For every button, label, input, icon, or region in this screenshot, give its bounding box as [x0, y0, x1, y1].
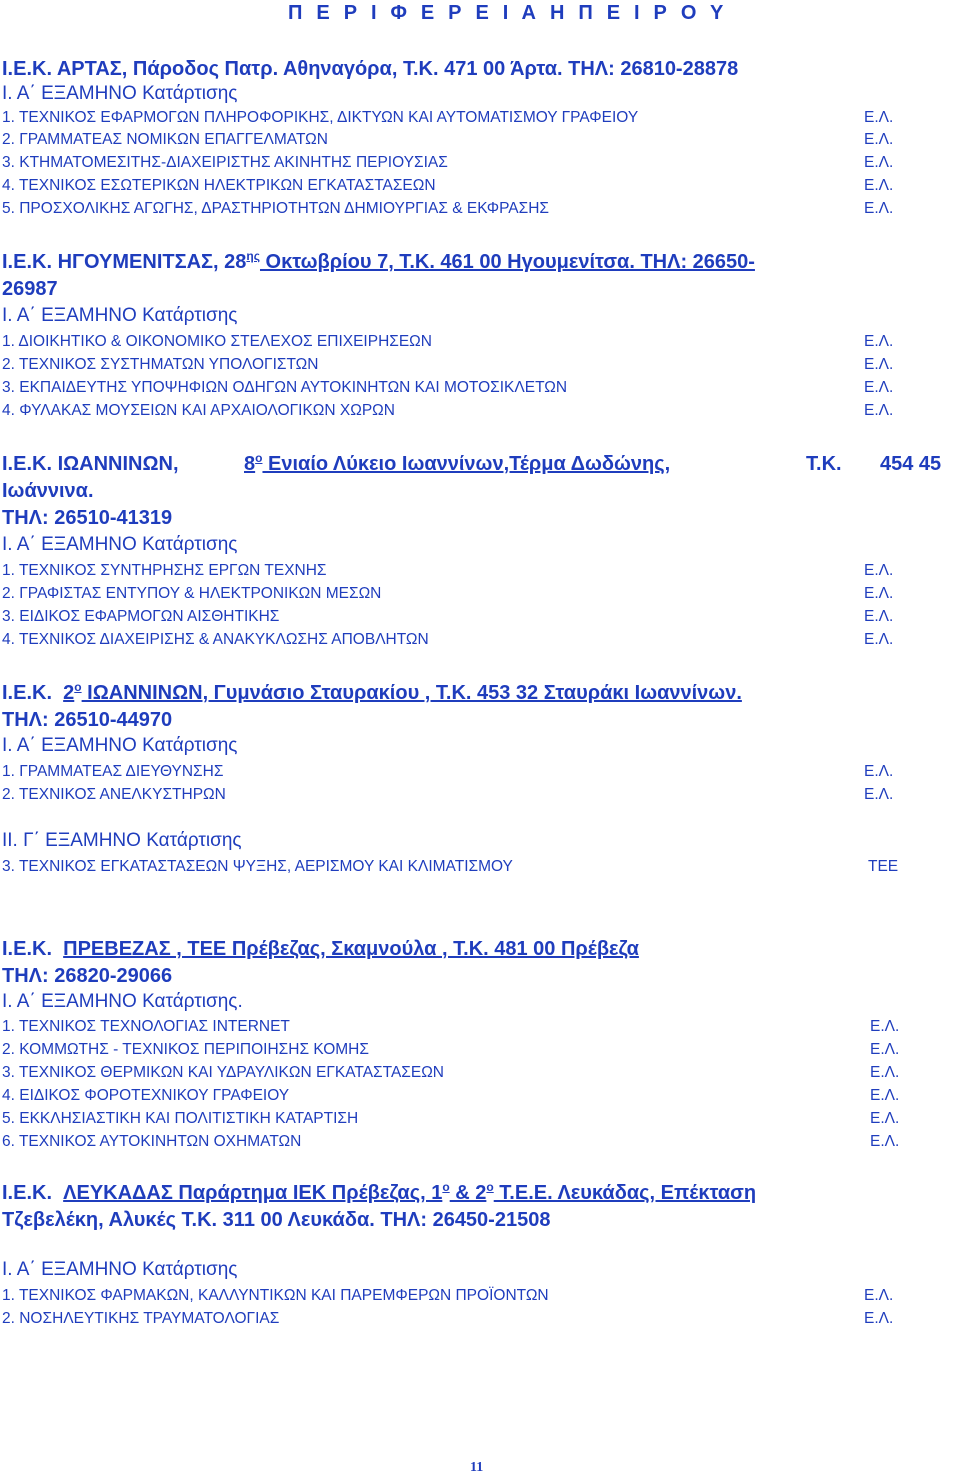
list-item: 4. ΦΥΛΑΚΑΣ ΜΟΥΣΕΙΩΝ ΚΑΙ ΑΡΧΑΙΟΛΟΓΙΚΩΝ ΧΩΡΩΝ — [2, 402, 395, 419]
semester-heading: Ι. Α΄ ΕΞΑΜΗΝΟ Κατάρτισης — [2, 305, 238, 326]
list-item: 1. ΤΕΧΝΙΚΟΣ ΤΕΧΝΟΛΟΓΙΑΣ INTERNET — [2, 1018, 290, 1035]
list-item: 2. ΚΟΜΜΩΤΗΣ - ΤΕΧΝΙΚΟΣ ΠΕΡΙΠΟΙΗΣΗΣ ΚΟΜΗΣ — [2, 1041, 369, 1058]
list-item-tag: Ε.Λ. — [864, 608, 894, 625]
school-header-igoumenitsa-cont: 26987 — [2, 278, 58, 300]
school-header-ioannina: Ι.Ε.Κ. ΙΩΑΝΝΙΝΩΝ, — [2, 453, 179, 475]
header-superscript: ο — [442, 1180, 450, 1194]
list-item: 3. ΤΕΧΝΙΚΟΣ ΘΕΡΜΙΚΩΝ ΚΑΙ ΥΔΡΑΥΛΙΚΩΝ ΕΓΚΑΤΑΣΤΑΣΕΩΝ — [2, 1064, 444, 1081]
list-item-tag: Ε.Λ. — [870, 1041, 900, 1058]
list-item-tag: ΤΕΕ — [868, 858, 899, 875]
list-item-tag: Ε.Λ. — [864, 109, 894, 126]
header-part: ΛΕΥΚΑΔΑΣ Παράρτημα ΙΕΚ Πρέβεζας, 1 — [63, 1182, 443, 1204]
list-item-tag: Ε.Λ. — [864, 177, 894, 194]
list-item: 2. ΤΕΧΝΙΚΟΣ ΑΝΕΛΚΥΣΤΗΡΩΝ — [2, 786, 226, 803]
list-item-tag: Ε.Λ. — [864, 763, 894, 780]
header-part: 2 — [63, 682, 75, 704]
list-item: 1. ΔΙΟΙΚΗΤΙΚΟ & ΟΙΚΟΝΟΜΙΚΟ ΣΤΕΛΕΧΟΣ ΕΠΙΧΕΙΡΗΣΕΩΝ — [2, 333, 432, 350]
list-item: 2. ΓΡΑΦΙΣΤΑΣ ΕΝΤΥΠΟΥ & ΗΛΕΚΤΡΟΝΙΚΩΝ ΜΕΣΩΝ — [2, 585, 382, 602]
list-item: 1. ΤΕΧΝΙΚΟΣ ΕΦΑΡΜΟΓΩΝ ΠΛΗΡΟΦΟΡΙΚΗΣ, ΔΙΚΤΥΩΝ ΚΑΙ ΑΥΤΟΜΑΤΙΣΜΟΥ ΓΡΑΦΕΙΟΥ — [2, 109, 639, 126]
header-part: Τ.Ε.Ε. Λευκάδας, Επέκταση — [493, 1182, 757, 1204]
list-item: 2. ΝΟΣΗΛΕΥΤΙΚΗΣ ΤΡΑΥΜΑΤΟΛΟΓΙΑΣ — [2, 1310, 280, 1327]
list-item: 5. ΠΡΟΣΧΟΛΙΚΗΣ ΑΓΩΓΗΣ, ΔΡΑΣΤΗΡΙΟΤΗΤΩΝ ΔΗΜΙΟΥΡΓΙΑΣ & ΕΚΦΡΑΣΗΣ — [2, 200, 549, 217]
page-title: Π Ε Ρ Ι Φ Ε Ρ Ε Ι Α Η Π Ε Ι Ρ Ο Υ — [288, 2, 728, 24]
list-item-tag: Ε.Λ. — [864, 631, 894, 648]
header-superscript: ο — [255, 451, 263, 465]
school-phone: ΤΗΛ: 26510-44970 — [2, 709, 173, 731]
school-header-lefkada — [2, 1181, 756, 1205]
header-superscript: ο — [486, 1180, 494, 1194]
list-item-tag: Ε.Λ. — [870, 1018, 900, 1035]
school-phone: ΤΗΛ: 26820-29066 — [2, 965, 173, 987]
list-item: 1. ΓΡΑΜΜΑΤΕΑΣ ΔΙΕΥΘΥΝΣΗΣ — [2, 763, 224, 780]
page-number: 11 — [470, 1460, 484, 1475]
list-item: 5. ΕΚΚΛΗΣΙΑΣΤΙΚΗ ΚΑΙ ΠΟΛΙΤΙΣΤΙΚΗ ΚΑΤΑΡΤΙΣΗ — [2, 1110, 359, 1127]
list-item: 3. ΚΤΗΜΑΤΟΜΕΣΙΤΗΣ-ΔΙΑΧΕΙΡΙΣΤΗΣ ΑΚΙΝΗΤΗΣ ΠΕΡΙΟΥΣΙΑΣ — [2, 154, 448, 171]
school-header-ioannina-postcode: 454 45 — [880, 453, 942, 475]
list-item-tag: Ε.Λ. — [870, 1133, 900, 1150]
list-item: 1. ΤΕΧΝΙΚΟΣ ΣΥΝΤΗΡΗΣΗΣ ΕΡΓΩΝ ΤΕΧΝΗΣ — [2, 562, 327, 579]
list-item-tag: Ε.Λ. — [864, 333, 894, 350]
school-header-ioannina-2 — [2, 681, 742, 705]
list-item: 1. ΤΕΧΝΙΚΟΣ ΦΑΡΜΑΚΩΝ, ΚΑΛΛΥΝΤΙΚΩΝ ΚΑΙ ΠΑΡΕΜΦΕΡΩΝ ΠΡΟΪΟΝΤΩΝ — [2, 1287, 549, 1304]
list-item-tag: Ε.Λ. — [864, 402, 894, 419]
list-item-tag: Ε.Λ. — [870, 1064, 900, 1081]
school-header-arta: Ι.Ε.Κ. ΑΡΤΑΣ, Πάροδος Πατρ. Αθηναγόρα, Τ.Κ. 471 00 Άρτα. ΤΗΛ: 26810-28878 — [2, 58, 739, 80]
list-item-tag: Ε.Λ. — [864, 786, 894, 803]
list-item-tag: Ε.Λ. — [864, 585, 894, 602]
semester-heading: Ι. Α΄ ΕΞΑΜΗΝΟ Κατάρτισης — [2, 735, 238, 756]
school-header-ioannina-tk: Τ.Κ. — [806, 453, 842, 475]
header-part: Ι.Ε.Κ. — [2, 938, 53, 960]
list-item: 3. ΕΚΠΑΙΔΕΥΤΗΣ ΥΠΟΨΗΦΙΩΝ ΟΔΗΓΩΝ ΑΥΤΟΚΙΝΗΤΩΝ ΚΑΙ ΜΟΤΟΣΙΚΛΕΤΩΝ — [2, 379, 568, 396]
header-part: ΙΩΑΝΝΙΝΩΝ, Γυμνάσιο Σταυρακίου , Τ.Κ. 453 32 Σταυράκι Ιωαννίνων. — [81, 682, 742, 704]
list-item: 2. ΓΡΑΜΜΑΤΕΑΣ ΝΟΜΙΚΩΝ ΕΠΑΓΓΕΛΜΑΤΩΝ — [2, 131, 328, 148]
list-item-tag: Ε.Λ. — [864, 356, 894, 373]
header-part: Ι.Ε.Κ. — [2, 1182, 53, 1204]
header-superscript: ο — [74, 680, 82, 694]
list-item: 3. ΤΕΧΝΙΚΟΣ ΕΓΚΑΤΑΣΤΑΣΕΩΝ ΨΥΞΗΣ, ΑΕΡΙΣΜΟΥ ΚΑΙ ΚΛΙΜΑΤΙΣΜΟΥ — [2, 858, 513, 875]
school-header-lefkada-cont: Τζεβελέκη, Αλυκές Τ.Κ. 311 00 Λευκάδα. ΤΗΛ: 26450-21508 — [2, 1209, 551, 1231]
header-part: 8 — [244, 453, 256, 475]
school-phone: ΤΗΛ: 26510-41319 — [2, 507, 173, 529]
list-item-tag: Ε.Λ. — [870, 1110, 900, 1127]
list-item-tag: Ε.Λ. — [864, 154, 894, 171]
list-item-tag: Ε.Λ. — [864, 1310, 894, 1327]
list-item: 2. ΤΕΧΝΙΚΟΣ ΣΥΣΤΗΜΑΤΩΝ ΥΠΟΛΟΓΙΣΤΩΝ — [2, 356, 319, 373]
list-item-tag: Ε.Λ. — [864, 562, 894, 579]
list-item-tag: Ε.Λ. — [870, 1087, 900, 1104]
list-item: 4. ΕΙΔΙΚΟΣ ΦΟΡΟΤΕΧΝΙΚΟΥ ΓΡΑΦΕΙΟΥ — [2, 1087, 290, 1104]
list-item-tag: Ε.Λ. — [864, 1287, 894, 1304]
list-item-tag: Ε.Λ. — [864, 200, 894, 217]
semester-heading: Ι. Α΄ ΕΞΑΜΗΝΟ Κατάρτισης — [2, 534, 238, 555]
school-header-ioannina-city: Ιωάννινα. — [2, 480, 94, 502]
school-header-preveza — [2, 937, 639, 961]
header-part: Ι.Ε.Κ. — [2, 682, 53, 704]
semester-heading: Ι. Α΄ ΕΞΑΜΗΝΟ Κατάρτισης — [2, 83, 238, 104]
header-part: Οκτωβρίου 7, Τ.Κ. 461 00 Ηγουμενίτσα. ΤΗΛ: 26650- — [259, 251, 755, 273]
list-item-tag: Ε.Λ. — [864, 379, 894, 396]
list-item: 4. ΤΕΧΝΙΚΟΣ ΕΣΩΤΕΡΙΚΩΝ ΗΛΕΚΤΡΙΚΩΝ ΕΓΚΑΤΑΣΤΑΣΕΩΝ — [2, 177, 436, 194]
list-item: 3. ΕΙΔΙΚΟΣ ΕΦΑΡΜΟΓΩΝ ΑΙΣΘΗΤΙΚΗΣ — [2, 608, 280, 625]
list-item: 4. ΤΕΧΝΙΚΟΣ ΔΙΑΧΕΙΡΙΣΗΣ & ΑΝΑΚΥΚΛΩΣΗΣ ΑΠΟΒΛΗΤΩΝ — [2, 631, 429, 648]
header-part: ΠΡΕΒΕΖΑΣ , ΤΕΕ Πρέβεζας, Σκαμνούλα , Τ.Κ. 481 00 Πρέβεζα — [63, 938, 639, 960]
school-header-ioannina-address — [244, 452, 670, 476]
school-header-igoumenitsa — [2, 250, 755, 274]
list-item: 6. ΤΕΧΝΙΚΟΣ ΑΥΤΟΚΙΝΗΤΩΝ ΟΧΗΜΑΤΩΝ — [2, 1133, 302, 1150]
semester-heading: Ι. Α΄ ΕΞΑΜΗΝΟ Κατάρτισης — [2, 1259, 238, 1280]
header-part: Ι.Ε.Κ. ΗΓΟΥΜΕΝΙΤΣΑΣ, 28 — [2, 251, 247, 273]
semester-heading: Ι. Α΄ ΕΞΑΜΗΝΟ Κατάρτισης. — [2, 991, 243, 1012]
semester-heading: ΙΙ. Γ΄ ΕΞΑΜΗΝΟ Κατάρτισης — [2, 830, 242, 851]
header-part: Ενιαίο Λύκειο Ιωαννίνων,Τέρμα Δωδώνης, — [262, 453, 671, 475]
list-item-tag: Ε.Λ. — [864, 131, 894, 148]
header-part: & 2 — [449, 1182, 487, 1204]
header-superscript: ης — [246, 249, 260, 263]
